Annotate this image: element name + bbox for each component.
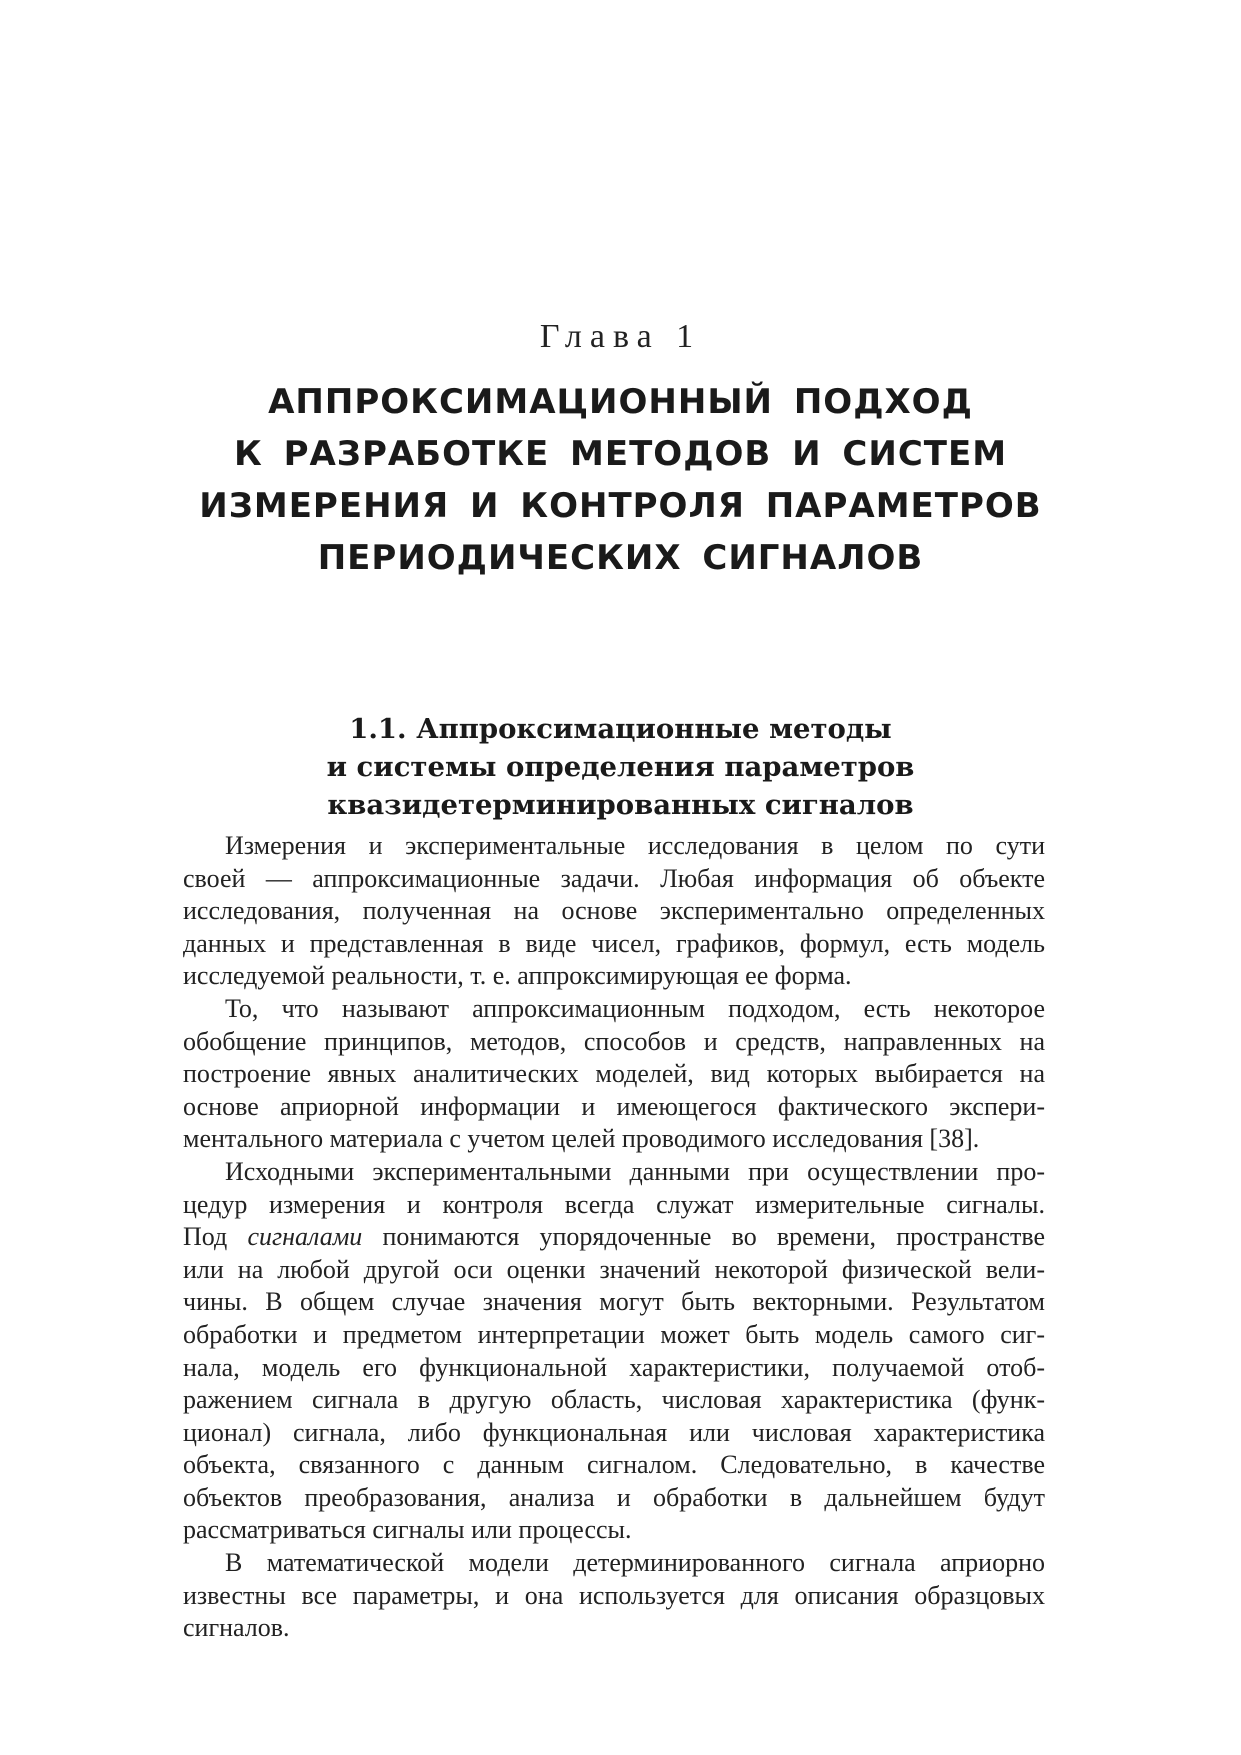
chapter-title-line: ИЗМЕРЕНИЯ И КОНТРОЛЯ ПАРАМЕТРОВ	[199, 486, 1042, 526]
text-line: сигналов.	[183, 1613, 290, 1643]
text-line: исследования, полученная на основе экспериментально определенных	[183, 896, 1045, 926]
paragraph-1	[183, 830, 1045, 993]
text-fragment: понимаются упорядоченные во времени, пространстве	[382, 1222, 1046, 1252]
text-line: построение явных аналитических моделей, вид которых выбирается на	[183, 1059, 1045, 1089]
text-line-with-term	[183, 1221, 1045, 1254]
text-line: известны все параметры, и она используется для описания образцовых	[183, 1580, 1045, 1610]
paragraph-3	[183, 1156, 1045, 1547]
section-title-line: 1.1. Аппроксимационные методы	[349, 713, 892, 745]
text-line: объектов преобразования, анализа и обработки в дальнейшем будут	[183, 1482, 1045, 1512]
text-line: исследуемой реальности, т. е. аппроксимирующая ее форма.	[183, 961, 852, 991]
text-fragment: Под	[183, 1222, 228, 1252]
text-line: обобщение принципов, методов, способов и средств, направленных на	[183, 1026, 1045, 1056]
chapter-title-line: К РАЗРАБОТКЕ МЕТОДОВ И СИСТЕМ	[233, 434, 1008, 474]
body-text	[183, 830, 1045, 1645]
chapter-title-line: АППРОКСИМАЦИОННЫЙ ПОДХОД	[268, 382, 973, 422]
italic-term: сигналами	[247, 1222, 363, 1252]
text-line: обработки и предметом интерпретации может быть модель самого сиг-	[183, 1319, 1045, 1349]
text-line: объекта, связанного с данным сигналом. Следовательно, в качестве	[183, 1450, 1045, 1480]
text-line: ционал) сигнала, либо функциональная или числовая характеристика	[183, 1417, 1045, 1447]
text-line: основе априорной информации и имеющегося фактического экспери-	[183, 1091, 1045, 1121]
text-line: То, что называют аппроксимационным подходом, есть некоторое	[225, 993, 1045, 1023]
paragraph-4	[183, 1547, 1045, 1645]
text-line: рассматриваться сигналы или процессы.	[183, 1515, 632, 1545]
text-line: нала, модель его функциональной характеристики, получаемой отоб-	[183, 1352, 1045, 1382]
text-line: Измерения и экспериментальные исследования в целом по сути	[225, 831, 1045, 860]
section-title-line: и системы определения параметров	[326, 751, 915, 783]
text-line: ментального материала с учетом целей проводимого исследования [38].	[183, 1124, 980, 1154]
chapter-title-line: ПЕРИОДИЧЕСКИХ СИГНАЛОВ	[317, 538, 924, 578]
section-title-line: квазидетерминированных сигналов	[327, 789, 914, 821]
text-line: или на любой другой оси оценки значений некоторой физической вели-	[183, 1254, 1045, 1284]
text-line: Исходными экспериментальными данными при осуществлении про-	[225, 1156, 1045, 1186]
paragraph-2	[183, 993, 1045, 1156]
text-line: В математической модели детерминированного сигнала априорно	[225, 1548, 1045, 1578]
text-line: ражением сигнала в другую область, числовая характеристика (функ-	[183, 1385, 1045, 1415]
chapter-title	[120, 376, 1121, 584]
text-line: цедур измерения и контроля всегда служат измерительные сигналы.	[183, 1189, 1045, 1219]
text-line: данных и представленная в виде чисел, графиков, формул, есть модель	[183, 928, 1045, 958]
section-title	[200, 710, 1041, 824]
text-line: чины. В общем случае значения могут быть векторными. Результатом	[183, 1287, 1045, 1317]
chapter-label: Глава 1	[539, 318, 702, 355]
text-line: своей — аппроксимационные задачи. Любая информация об объекте	[183, 863, 1045, 893]
